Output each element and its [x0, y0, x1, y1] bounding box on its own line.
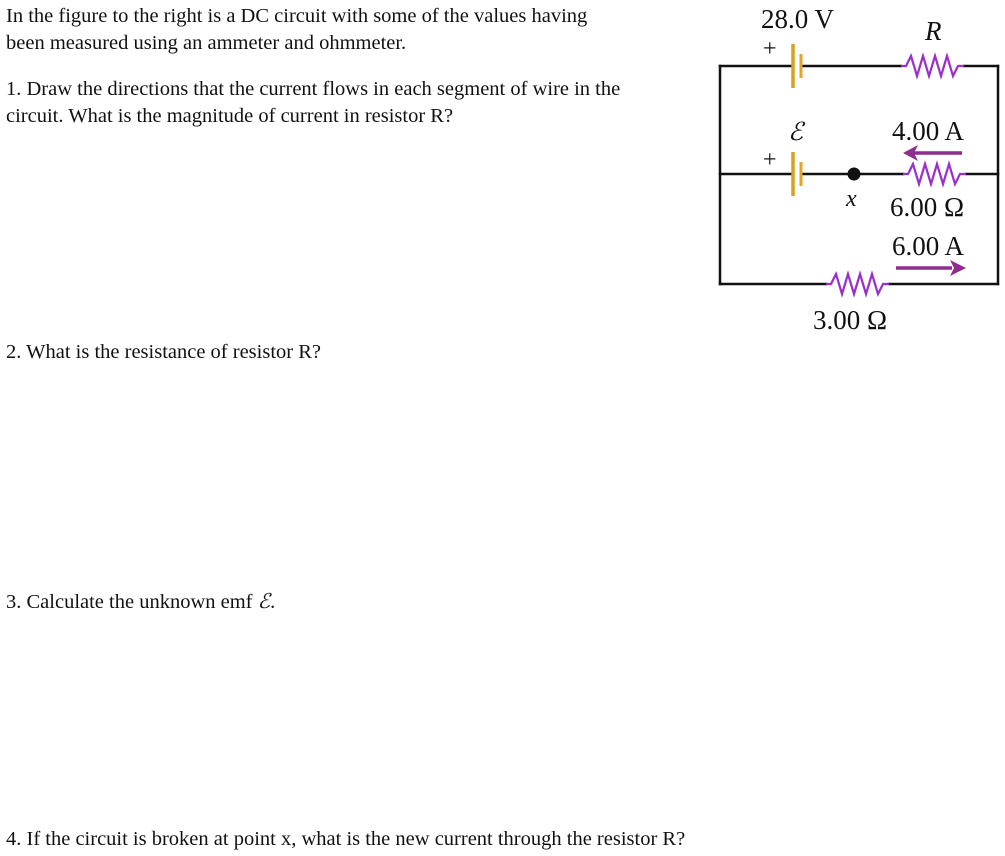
- label-resistor-r: R: [925, 16, 942, 46]
- circuit-diagram: [700, 0, 1005, 340]
- resistor-3-ohm: [826, 274, 889, 294]
- resistor-r: [901, 56, 964, 76]
- label-point-x: x: [846, 186, 857, 212]
- label-plus-middle: +: [763, 147, 777, 173]
- arrow-right-icon: [950, 260, 966, 276]
- node-point-x: [848, 168, 861, 181]
- label-emf-symbol: ℰ: [788, 117, 804, 146]
- question-1-line-2: circuit. What is the magnitude of current in resistor R?: [6, 105, 454, 127]
- label-resistor-6-ohm: 6.00 Ω: [890, 192, 965, 222]
- label-current-upper: 4.00 A: [892, 116, 965, 146]
- question-1: [6, 76, 620, 130]
- question-3-period: .: [270, 591, 276, 613]
- question-3-text: 3. Calculate the unknown emf: [6, 591, 258, 613]
- resistor-6-ohm: [903, 164, 966, 184]
- label-plus-top: +: [763, 36, 777, 62]
- intro-paragraph: [6, 3, 587, 57]
- question-3: [6, 588, 275, 616]
- label-battery-voltage: 28.0 V: [761, 4, 835, 34]
- question-1-line-1: 1. Draw the directions that the current flows in each segment of wire in the: [6, 78, 621, 100]
- intro-line-2: been measured using an ammeter and ohmmeter.: [6, 32, 407, 54]
- question-4: 4. If the circuit is broken at point x, what is the new current through the resistor R?: [6, 828, 686, 850]
- emf-symbol-inline: ℰ: [257, 589, 271, 613]
- label-current-lower: 6.00 A: [892, 231, 965, 261]
- intro-line-1: In the figure to the right is a DC circuit with some of the values having: [6, 5, 588, 27]
- question-2: 2. What is the resistance of resistor R?: [6, 341, 322, 363]
- label-resistor-3-ohm: 3.00 Ω: [813, 305, 888, 335]
